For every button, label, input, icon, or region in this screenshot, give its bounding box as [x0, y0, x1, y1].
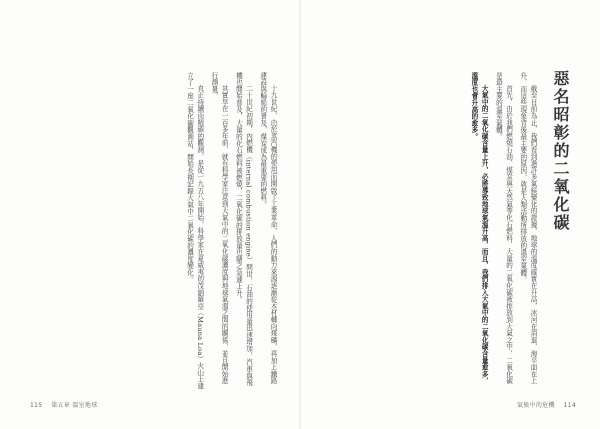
left-paragraph-3: 其實早在一百多年前，就有科學家注意到大氣中的二氧化碳濃度與地球氣溫之間的關係，並且開始進行測量。 [209, 72, 229, 385]
right-paragraph-3 [469, 72, 489, 390]
left-folio [30, 400, 98, 409]
right-page-number: 114 [563, 402, 576, 409]
right-running-head: 氣候中的危機 [516, 402, 555, 409]
right-page [300, 0, 600, 429]
left-body-text [16, 72, 278, 390]
right-paragraph-2: 首先，由於我們燃燒石油、煤炭與天然氣等化石燃料，大量的二氧化碳被排放到大氣之中，二氧化碳是最主要的溫室氣體。 [494, 72, 513, 385]
chapter-title: 惡名昭彰的二氧化碳 [551, 70, 570, 232]
left-page-number: 115 [30, 402, 43, 409]
highlighted-sentence: 大氣中的二氧化碳含量上升，必將導致地球氣溫升高，而且，我們排入大氣中的二氧化碳含量愈多，溫度也會升高的愈多。 [469, 72, 489, 385]
right-body-text [316, 72, 538, 390]
left-paragraph-4: 真正持續而精確的觀測，是從一九五八年開始，科學家在夏威夷的茂納羅亞（Mauna Loa）火山上建立了一座二氧化碳觀測站，開始長期記錄大氣中二氧化碳的濃度變化。 [185, 72, 204, 390]
left-running-head: 第五章 溫室地球 [51, 402, 98, 409]
left-paragraph-2: 二十世紀初期，內燃機（internal combustion engine）問世，石油的使用量迅速增加，汽車與飛機也開始普及，大量的化石燃料被燃燒，二氧化碳的排放量也隨之急遽上升。 [234, 72, 253, 387]
right-paragraph-1: 截至目前為止，我們看到過許多氣候變化的證據，地球的溫度確實在升高，冰河在消退，海平面在上升，而這些現象背後最主要的原因，就是人類活動所排放的溫室氣體。 [518, 72, 537, 385]
left-paragraph-1: 十九世紀，由於蒸汽機的使用而開啟了工業革命，人們的動力來源逐漸從木材轉向煤礦，再加上鐵路建設與輪船的普及，煤炭成為最重要的燃料。 [258, 72, 277, 385]
right-folio [517, 400, 576, 409]
